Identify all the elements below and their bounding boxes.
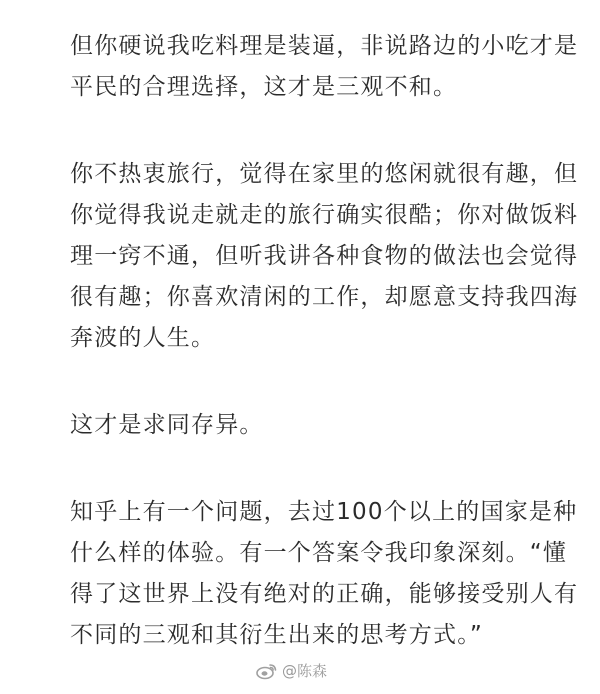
weibo-watermark (256, 660, 327, 681)
paragraph-4 (70, 492, 579, 656)
text-line: 得了这世界上没有绝对的正确，能够接受别人有 (70, 581, 579, 607)
text-line: 但你硬说我吃料理是装逼，非说路边的小吃才是 (70, 33, 579, 59)
text-line: 很有趣；你喜欢清闲的工作，却愿意支持我四海 (70, 284, 579, 310)
paragraph-2 (70, 154, 579, 359)
text-line: 什么样的体验。有一个答案令我印象深刻。“懂 (70, 540, 568, 566)
text-line: 理一窍不通，但听我讲各种食物的做法也会觉得 (70, 243, 579, 269)
text-line: 奔波的人生。 (70, 325, 216, 351)
text-line: 你觉得我说走就走的旅行确实很酷；你对做饭料 (70, 202, 579, 228)
article-body (70, 26, 579, 694)
text-line: 平民的合理选择，这才是三观不和。 (70, 74, 458, 100)
paragraph-1 (70, 26, 579, 108)
watermark-handle: @陈森 (282, 662, 328, 680)
weibo-icon (256, 662, 278, 680)
text-line: 知乎上有一个问题，去过100个以上的国家是种 (70, 499, 578, 525)
paragraph-3 (70, 405, 550, 446)
text-line: 不同的三观和其衍生出来的思考方式。” (70, 622, 484, 648)
text-line: 这才是求同存异。 (70, 412, 264, 438)
text-line: 你不热衷旅行，觉得在家里的悠闲就很有趣，但 (70, 161, 579, 187)
